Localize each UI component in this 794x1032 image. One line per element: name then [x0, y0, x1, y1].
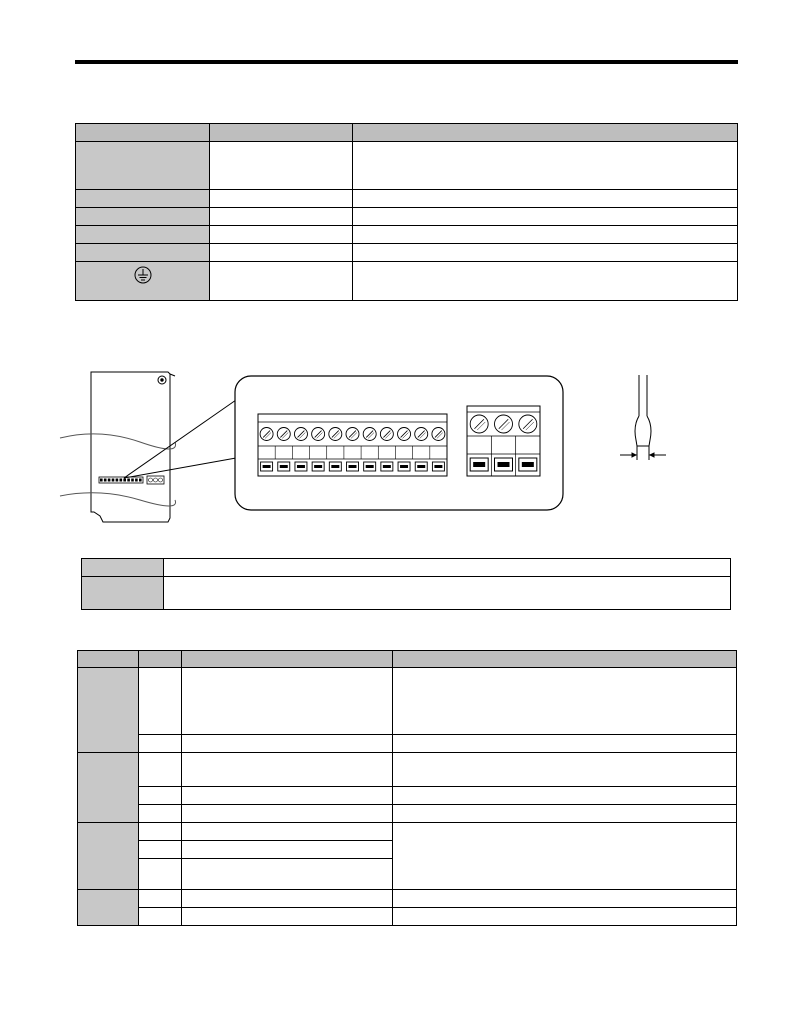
group-label — [78, 890, 139, 926]
table-row — [82, 559, 731, 577]
row-name — [182, 908, 393, 926]
row-terminal — [76, 208, 210, 226]
header-function — [393, 651, 737, 668]
wire-spec-table — [81, 558, 731, 610]
terminal-screw-icon — [329, 428, 342, 441]
table-row — [78, 735, 737, 753]
terminal-clamp — [347, 462, 359, 471]
terminal-clamp — [364, 462, 376, 471]
row-function — [393, 753, 737, 787]
spec-label — [82, 577, 164, 610]
table-row — [76, 190, 738, 208]
row-name — [182, 753, 393, 787]
row-name — [182, 890, 393, 908]
drive-terminal-strip — [99, 476, 164, 484]
main-circuit-table — [75, 123, 738, 301]
header-signal-name — [182, 651, 393, 668]
row-type — [210, 244, 353, 262]
table-row — [76, 262, 738, 301]
tiny-terminal — [131, 479, 134, 482]
spec-value — [164, 577, 731, 610]
terminal-screw-icon — [519, 415, 537, 433]
row-terminal — [139, 908, 182, 926]
terminal-clamp — [519, 458, 537, 471]
row-function — [393, 890, 737, 908]
row-function-merged — [393, 823, 737, 890]
table-row — [78, 823, 737, 841]
table-row — [78, 753, 737, 787]
table-row — [76, 226, 738, 244]
tiny-terminal — [135, 479, 138, 482]
row-terminal — [139, 890, 182, 908]
terminal-screw-icon — [260, 428, 273, 441]
row-terminal — [139, 787, 182, 805]
row-function — [353, 142, 738, 190]
top-rule — [75, 60, 738, 64]
terminal-screw-icon — [432, 428, 445, 441]
terminal-clamp — [415, 462, 427, 471]
row-function — [393, 735, 737, 753]
row-name — [182, 735, 393, 753]
drive-outline — [60, 372, 176, 522]
group-label — [78, 823, 139, 890]
terminal-clamp — [495, 458, 513, 471]
control-terminal-table — [77, 650, 737, 926]
row-terminal — [139, 668, 182, 735]
table-row — [76, 142, 738, 190]
terminal-clamp — [398, 462, 410, 471]
row-function — [353, 226, 738, 244]
table-header-row — [78, 651, 737, 668]
terminal-clamp — [278, 462, 290, 471]
callout-lines — [124, 400, 236, 478]
terminal-clamp — [295, 462, 307, 471]
tiny-relay-screw — [149, 478, 153, 482]
row-name — [182, 823, 393, 841]
tiny-terminal — [112, 479, 115, 482]
tiny-terminal — [127, 479, 130, 482]
terminal-screw-icon — [294, 428, 307, 441]
terminal-screw-icon — [415, 428, 428, 441]
row-name — [182, 787, 393, 805]
row-name — [182, 668, 393, 735]
row-terminal — [76, 244, 210, 262]
row-function — [393, 787, 737, 805]
row-terminal — [76, 142, 210, 190]
relay-terminal-block — [467, 406, 540, 476]
row-function — [353, 244, 738, 262]
tiny-relay-screw — [159, 478, 163, 482]
table-row — [78, 805, 737, 823]
table-row — [78, 668, 737, 735]
tiny-terminal — [139, 479, 142, 482]
terminal-screw-icon — [380, 428, 393, 441]
spec-label — [82, 559, 164, 577]
row-terminal — [139, 805, 182, 823]
terminal-screw-icon — [312, 428, 325, 441]
group-label — [78, 753, 139, 823]
terminal-screw-icon — [398, 428, 411, 441]
row-type — [210, 208, 353, 226]
row-function — [353, 190, 738, 208]
tiny-terminal — [108, 479, 111, 482]
tiny-terminal — [100, 479, 103, 482]
terminal-clamp — [381, 462, 393, 471]
row-function — [353, 262, 738, 301]
row-function — [393, 908, 737, 926]
row-type — [210, 142, 353, 190]
tiny-relay-screw — [154, 478, 158, 482]
terminal-screw-icon — [495, 415, 513, 433]
tiny-terminal — [120, 479, 123, 482]
header-function — [353, 124, 738, 142]
terminal-arrangement-figure — [0, 360, 794, 530]
row-function — [393, 668, 737, 735]
terminal-screw-icon — [363, 428, 376, 441]
row-terminal — [76, 190, 210, 208]
row-terminal — [139, 823, 182, 841]
row-terminal — [139, 841, 182, 859]
ground-icon — [134, 266, 152, 284]
tiny-terminal — [123, 479, 126, 482]
group-label — [78, 668, 139, 753]
terminal-screw-icon — [470, 415, 488, 433]
row-name — [182, 859, 393, 890]
row-type — [210, 226, 353, 244]
terminal-clamp — [312, 462, 324, 471]
terminal-screw-icon — [277, 428, 290, 441]
header-type — [210, 124, 353, 142]
table-header-row — [76, 124, 738, 142]
row-name — [182, 805, 393, 823]
header-terminal — [139, 651, 182, 668]
row-type — [210, 262, 353, 301]
table-row — [76, 208, 738, 226]
terminal-clamp — [470, 458, 488, 471]
tiny-terminal — [116, 479, 119, 482]
control-terminal-block — [258, 414, 447, 476]
table-row — [76, 244, 738, 262]
table-row — [78, 787, 737, 805]
table-row — [78, 908, 737, 926]
row-type — [210, 190, 353, 208]
header-terminal — [76, 124, 210, 142]
row-terminal — [139, 735, 182, 753]
table-row — [78, 890, 737, 908]
row-name — [182, 841, 393, 859]
row-function — [353, 208, 738, 226]
table-row — [82, 577, 731, 610]
terminal-screw-icon — [346, 428, 359, 441]
screwdriver-icon — [620, 375, 666, 460]
terminal-clamp — [432, 462, 444, 471]
row-function — [393, 805, 737, 823]
row-terminal-ground — [76, 262, 210, 301]
terminal-clamp — [261, 462, 273, 471]
header-type — [78, 651, 139, 668]
spec-value — [164, 559, 731, 577]
terminal-clamp — [329, 462, 341, 471]
row-terminal — [76, 226, 210, 244]
row-terminal — [139, 859, 182, 890]
row-terminal — [139, 753, 182, 787]
tiny-terminal — [104, 479, 107, 482]
